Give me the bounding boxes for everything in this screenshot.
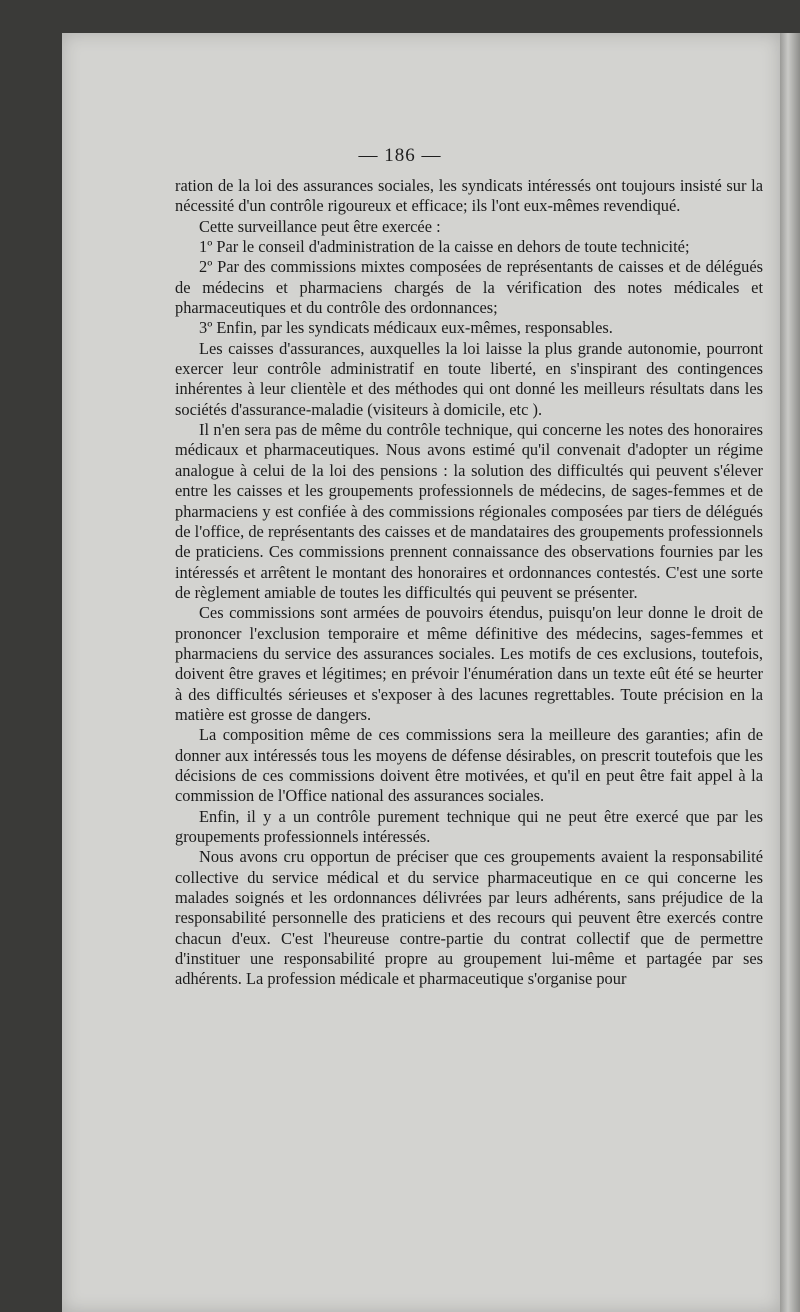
paragraph-8: Ces commissions sont armées de pouvoirs étendus, puisqu'on leur donne le droit de prononcer l'exclusion temporaire et même définitive des médecins, sages-femmes et pharmaciens du service des assurances sociales. Les motifs de ces exclusions, toutefois, doivent être graves et légitimes; en prévoir l'énumération dans un texte eût été se heurter à des difficultés sérieuses et s'exposer à des lacunes regrettables. Toute précision en la matière est grosse de dangers. xyxy=(175,603,763,724)
page-number: — 186 — xyxy=(358,145,442,166)
paragraph-6: Les caisses d'assurances, auxquelles la loi laisse la plus grande autonomie, pourront exercer leur contrôle administratif en toute liberté, en s'inspirant des contingences inhérentes à leur clientèle et des méthodes qui ont donné les meilleurs résultats dans les sociétés d'assurance-maladie (visiteurs à domicile, etc ). xyxy=(175,338,763,419)
paragraph-3: 1º Par le conseil d'administration de la caisse en dehors de toute technicité; xyxy=(199,237,690,257)
paragraph-7: Il n'en sera pas de même du contrôle technique, qui concerne les notes des honoraires médicaux et pharmaceutiques. Nous avons estimé qu'il convenait d'adopter un régime analogue à celui de la loi des pensions : la solution des difficultés qui peuvent s'élever entre les caisses et les groupements professionnels de médecins, de sages-femmes et de pharmaciens y est confiée à des commissions régionales composées par tiers de délégués de l'office, de représentants des caisses et de mandataires des groupements professionnels de praticiens. Ces commissions prennent connaissance des observations fournies par les intéressés et arrêtent le montant des honoraires et ordonnances contestés. C'est une sorte de règlement amiable de toutes les difficultés qui peuvent se présenter. xyxy=(175,420,763,602)
paragraph-2: Cette surveillance peut être exercée : xyxy=(199,216,441,236)
paragraph-5: 3º Enfin, par les syndicats médicaux eux-mêmes, responsables. xyxy=(199,318,613,338)
paragraph-11: Nous avons cru opportun de préciser que ces groupements avaient la responsabilité collective du service médical et du service pharmaceutique en ce qui concerne les malades soignés et les ordonnances délivrées par leurs adhérents, sans préjudice de la responsabilité personnelle des praticiens et des recours qui peuvent être exercés contre chacun d'eux. C'est l'heureuse contre-partie du contrat collectif que de permettre d'instituer une responsabilité propre au groupement lui-même et partagée par ses adhérents. La profession médicale et pharmaceutique s'organise pour xyxy=(175,847,763,989)
next-page-edge xyxy=(780,33,800,1312)
paragraph-10: Enfin, il y a un contrôle purement technique qui ne peut être exercé que par les groupements professionnels intéressés. xyxy=(175,806,763,846)
paragraph-9: La composition même de ces commissions sera la meilleure des garanties; afin de donner aux intéressés tous les moyens de défense désirables, on prescrit toutefois que les décisions de ces commissions doivent être motivées, et qu'il en peut être fait appel à la commission de l'Office national des assurances sociales. xyxy=(175,725,763,806)
paragraph-1: ration de la loi des assurances sociales, les syndicats intéressés ont toujours insisté sur la nécessité d'un contrôle rigoureux et efficace; ils l'ont eux-mêmes revendiqué. xyxy=(175,176,763,216)
body-text xyxy=(175,176,763,990)
paragraph-4: 2º Par des commissions mixtes composées de représentants de caisses et de délégués de médecins et pharmaciens chargés de la vérification des notes médicales et pharmaceutiques et du contrôle des ordonnances; xyxy=(175,257,763,318)
